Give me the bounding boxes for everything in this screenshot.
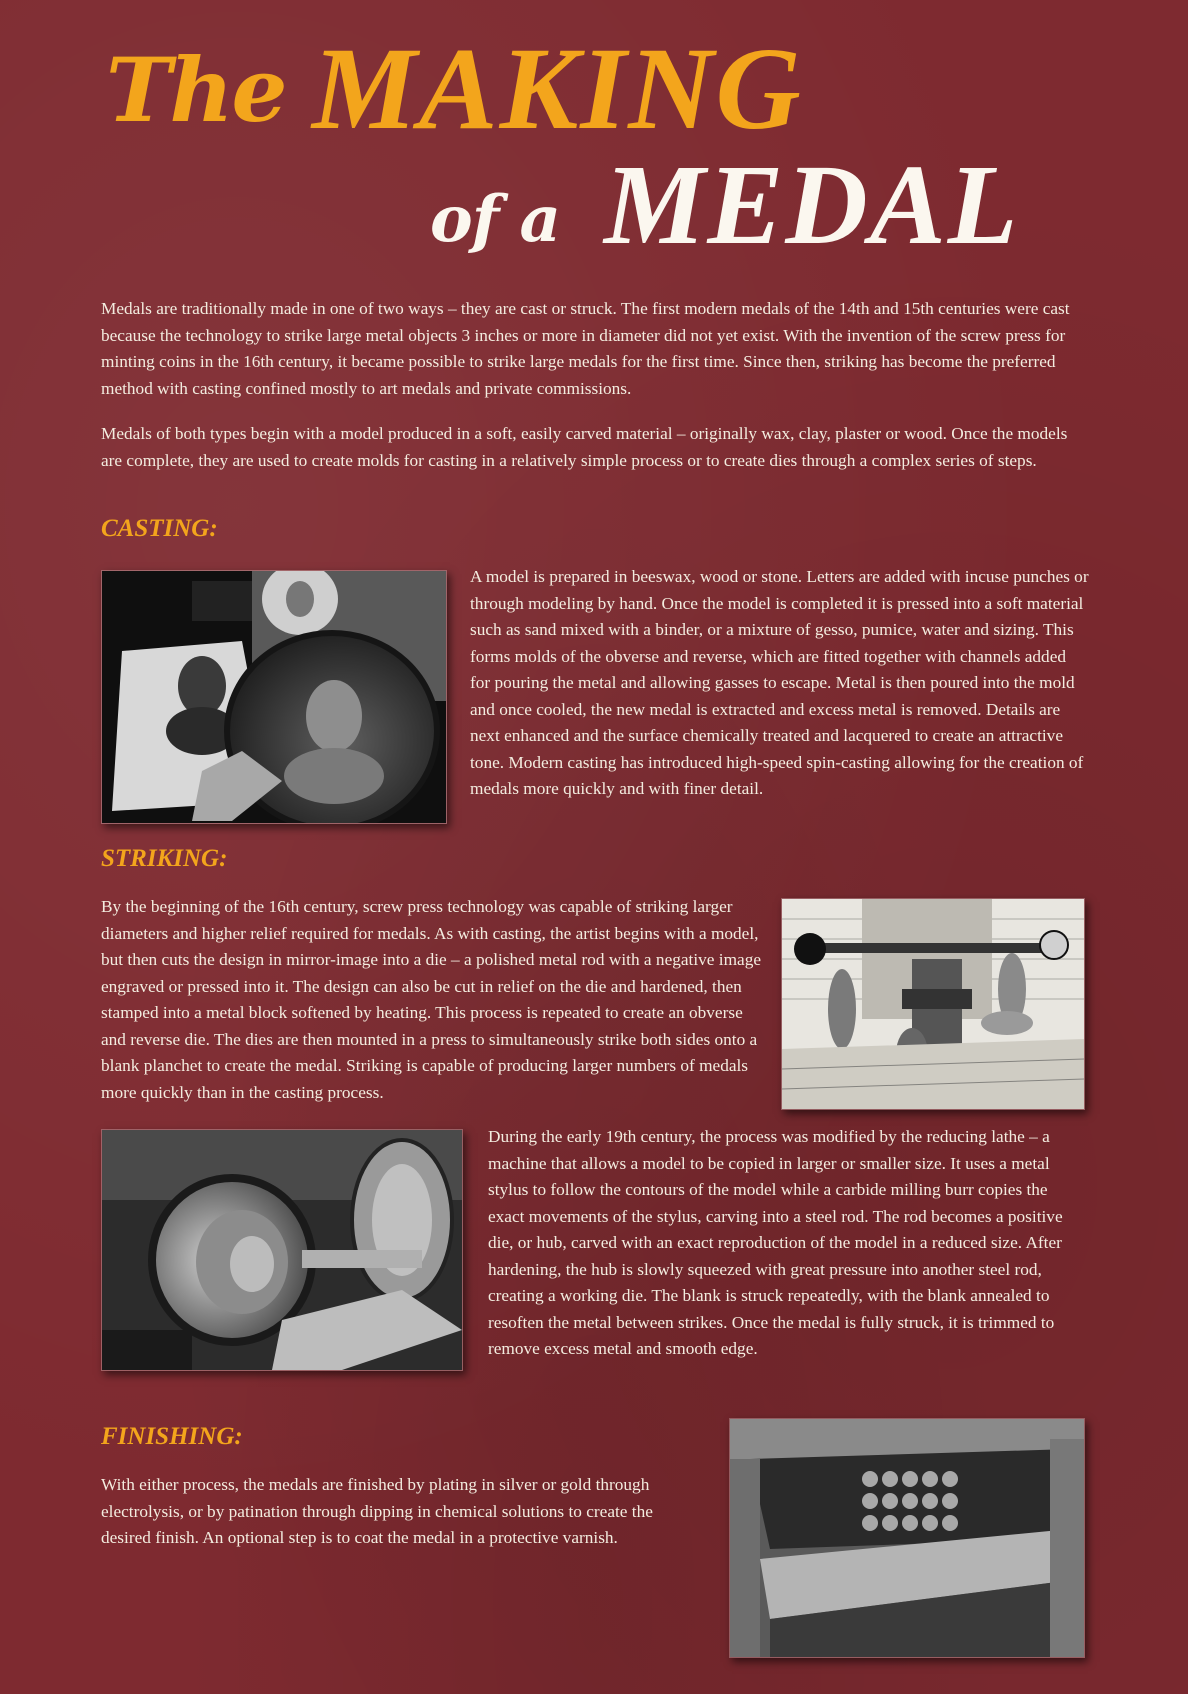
screw-press-engraving-image xyxy=(782,899,1084,1109)
reducing-lathe-image xyxy=(102,1130,462,1370)
casting-text: A model is prepared in beeswax, wood or stone. Letters are added with incuse punches or through modeling by hand. Once the model is completed it is pressed into a soft material such as sand mixed with a binder, or a mixture of gesso, pumice, water and sizing. This forms molds of the obverse and reverse, which are fitted together with channels added for pouring the metal and allowing gasses to escape. Metal is then poured into the mold and once cooled, the new medal is extracted and excess metal is removed. Details are next enhanced and the surface chemically treated and lacquered to create an attractive tone. Modern casting has introduced high-speed spin-casting allowing for the creation of medals more quickly and with finer detail. xyxy=(470,567,1089,798)
title-the: The xyxy=(106,38,286,142)
title-making: MAKING xyxy=(312,23,803,154)
plating-tank-image xyxy=(730,1419,1084,1657)
striking-text: By the beginning of the 16th century, screw press technology was capable of striking larger diameters and higher relief required for medals. As with casting, the artist begins with a model, but then cuts the design in mirror-image into a die – a polished metal rod with a negative image engraved or pressed into it. The design can also be cut in relief on the die and hardened, then stamped into a metal block softened by heating. This process is repeated to create an obverse and reverse die. The dies are then mounted in a press to simultaneously strike both sides onto a blank planchet to create the medal. Striking is capable of producing larger numbers of medals more quickly than in the casting process. xyxy=(101,897,762,1102)
striking-heading: STRIKING: xyxy=(101,845,228,872)
casting-photo-image xyxy=(102,571,446,823)
intro-paragraph-1: Medals are traditionally made in one of two ways – they are cast or struck. The first modern medals of the 14th and 15th centuries were cast because the technology to strike large metal objects 3 inches or more in diameter did not yet exist. With the invention of the screw press for minting coins in the 16th century, it became possible to strike large medals for the first time. Since then, striking has become the preferred method with casting confined mostly to art medals and private commissions. xyxy=(101,299,1070,398)
plating-tank-photo xyxy=(729,1418,1085,1658)
casting-photo xyxy=(101,570,447,824)
finishing-text: With either process, the medals are finished by plating in silver or gold through electrolysis, or by patination through dipping in chemical solutions to create the desired finish. An optional step is to coat the medal in a protective varnish. xyxy=(101,1475,653,1547)
title-medal: MEDAL xyxy=(604,141,1020,268)
title-of-a: of a xyxy=(430,182,560,257)
intro-paragraph-2: Medals of both types begin with a model produced in a soft, easily carved material – originally wax, clay, plaster or wood. Once the models are complete, they are used to create molds for casting in a relatively simple process or to create dies through a complex series of steps. xyxy=(101,424,1068,470)
reducing-lathe-photo xyxy=(101,1129,463,1371)
reducing-lathe-text: During the early 19th century, the process was modified by the reducing lathe – a machine that allows a model to be copied in larger or smaller size. It uses a metal stylus to follow the contours of the model while a carbide milling burr copies the exact movements of the stylus, carving into a steel rod. The rod becomes a positive die, or hub, carved with an exact reproduction of the model in a reduced size. After hardening, the hub is slowly squeezed with great pressure into another steel rod, creating a working die. The blank is struck repeatedly, with the blank annealed to resoften the metal between strikes. Once the medal is fully struck, it is trimmed to remove excess metal and smooth edge. xyxy=(488,1127,1063,1358)
finishing-heading: FINISHING: xyxy=(101,1423,243,1450)
screw-press-engraving xyxy=(781,898,1085,1110)
casting-heading: CASTING: xyxy=(101,515,218,542)
